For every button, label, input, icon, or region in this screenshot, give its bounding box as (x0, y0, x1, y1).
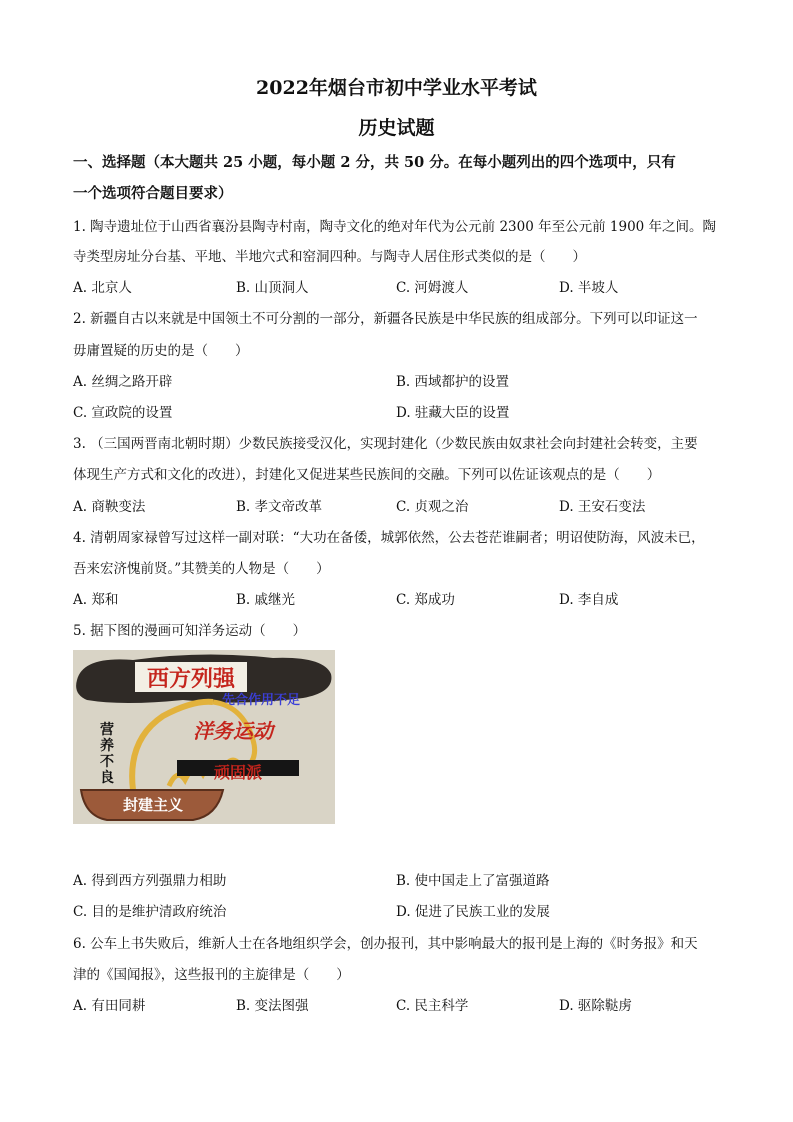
question-2-line1: 2. 新疆自古以来就是中国领土不可分割的一部分，新疆各民族是中华民族的组成部分。下列可以印证这一 (73, 311, 698, 327)
cartoon-side-label-3: 不 (100, 754, 114, 770)
question-1-option-c: C. 河姆渡人 (396, 280, 469, 296)
question-3-option-b: B. 孝文帝改革 (236, 499, 323, 515)
exam-title: 2022年烟台市初中学业水平考试 (256, 77, 537, 99)
question-3-option-d: D. 王安石变法 (559, 499, 646, 515)
question-4-line1: 4. 清朝周家禄曾写过这样一副对联：“大功在备倭，城郭依然，公去苍茫谁嗣者；明诏使防海，风波未已， (73, 530, 705, 546)
question-3-line1: 3. （三国两晋南北朝时期）少数民族接受汉化，实现封建化（少数民族由奴隶社会向封建社会转变，主要 (73, 436, 698, 452)
question-3-option-c: C. 贞观之治 (396, 499, 469, 515)
cartoon-svg (73, 650, 335, 824)
section-heading-line2: 一个选项符合题目要求） (73, 185, 233, 202)
question-3-option-a: A. 商鞅变法 (73, 499, 146, 515)
cartoon-side-label-4: 良 (100, 770, 114, 786)
cartoon-center-label: 洋务运动 (193, 719, 273, 743)
question-2-option-d: D. 驻藏大臣的设置 (396, 405, 510, 421)
question-3-line2: 体现生产方式和文化的改进），封建化又促进某些民族间的交融。下列可以佐证该观点的是（ ） (73, 467, 661, 483)
question-4-option-b: B. 戚继光 (236, 592, 296, 608)
cartoon-pot-label: 封建主义 (122, 796, 184, 814)
question-6-line2: 津的《国闻报》，这些报刊的主旋律是（ ） (73, 967, 350, 983)
exam-subtitle: 历史试题 (358, 117, 435, 139)
question-1-option-a: A. 北京人 (73, 280, 132, 296)
question-5-option-b: B. 使中国走上了富强道路 (396, 873, 550, 889)
question-5-line1: 5. 据下图的漫画可知洋务运动（ ） (73, 623, 307, 639)
cartoon-top-label: 西方列强 (146, 667, 236, 692)
question-2-option-b: B. 西域都护的设置 (396, 374, 510, 390)
question-6-line1: 6. 公车上书失败后，维新人士在各地组织学会，创办报刊，其中影响最大的报刊是上海的《时务报》和天 (73, 936, 698, 952)
question-1-line1: 1. 陶寺遗址位于山西省襄汾县陶寺村南，陶寺文化的绝对年代为公元前 2300 年至公元前 1900 年之间。陶 (73, 219, 717, 235)
cartoon-bar-label: 顽固派 (213, 763, 263, 782)
question-1-line2: 寺类型房址分台基、平地、半地穴式和窑洞四种。与陶寺人居住形式类似的是（ ） (73, 249, 586, 265)
question-6-option-a: A. 有田同耕 (73, 998, 146, 1014)
section-heading-line1: 一、选择题（本大题共 25 小题，每小题 2 分，共 50 分。在每小题列出的四个选项中，只有 (73, 154, 676, 171)
cartoon-side-label-2: 养 (100, 738, 114, 754)
question-2-option-a: A. 丝绸之路开辟 (73, 374, 173, 390)
question-6-option-d: D. 驱除鞑虏 (559, 998, 632, 1014)
question-5-option-d: D. 促进了民族工业的发展 (396, 904, 550, 920)
question-2-line2: 毋庸置疑的历史的是（ ） (73, 343, 249, 359)
question-1-option-d: D. 半坡人 (559, 280, 619, 296)
cartoon-figure (73, 650, 335, 824)
question-4-option-c: C. 郑成功 (396, 592, 455, 608)
question-2-option-c: C. 宣政院的设置 (73, 405, 173, 421)
question-4-option-d: D. 李自成 (559, 592, 619, 608)
cartoon-sub-label: 先合作用不足 (221, 693, 301, 708)
question-5-option-c: C. 目的是维护清政府统治 (73, 904, 227, 920)
question-6-option-c: C. 民主科学 (396, 998, 469, 1014)
question-4-option-a: A. 郑和 (73, 592, 119, 608)
question-5-option-a: A. 得到西方列强鼎力相助 (73, 873, 227, 889)
question-6-option-b: B. 变法图强 (236, 998, 309, 1014)
question-1-option-b: B. 山顶洞人 (236, 280, 309, 296)
question-4-line2: 吾来宏济愧前贤。”其赞美的人物是（ ） (73, 561, 330, 577)
cartoon-side-label-1: 营 (100, 722, 114, 738)
